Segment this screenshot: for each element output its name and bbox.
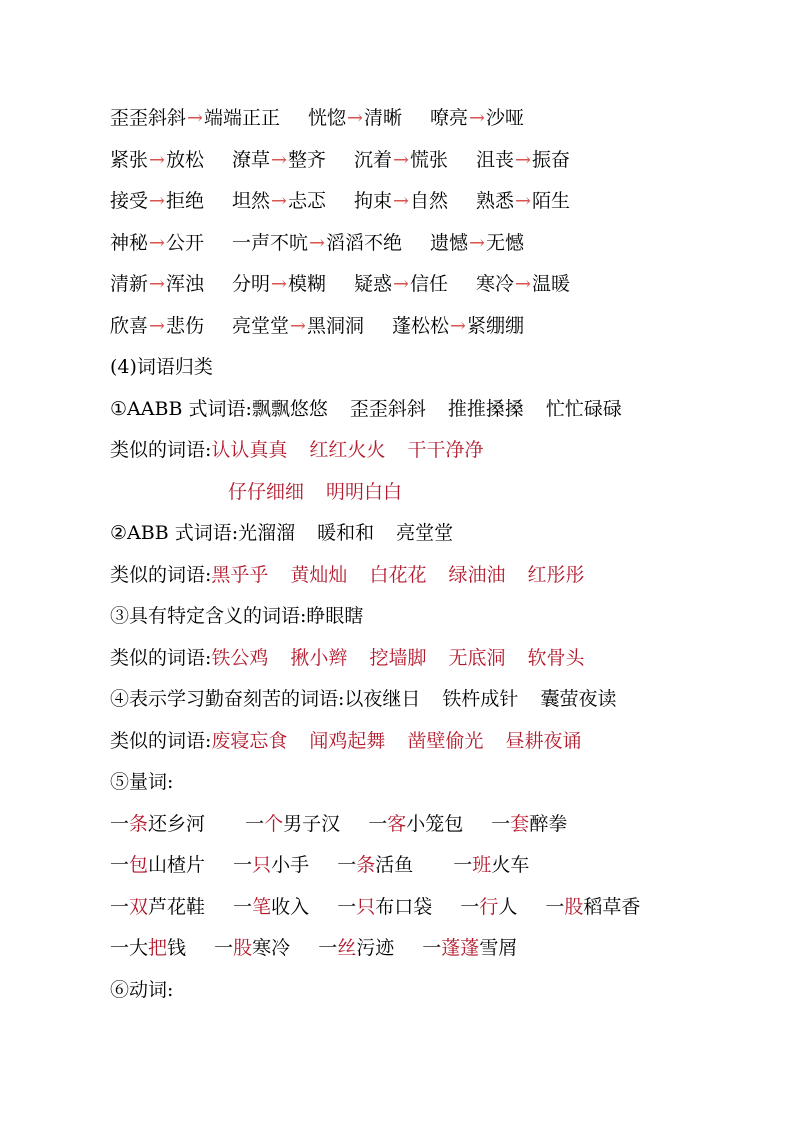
- measure-line-2: [110, 852, 774, 878]
- antonym-pair: 恍惚→清晰: [308, 107, 402, 129]
- word: 光溜溜: [238, 522, 296, 544]
- answer-word: 揪小辫: [290, 647, 348, 669]
- word: 飘飘悠悠: [251, 398, 328, 420]
- answer-word: 挖墙脚: [369, 647, 427, 669]
- antonym-pair: 紧张→放松: [110, 149, 204, 171]
- word: 铁杵成针: [442, 688, 519, 710]
- special-label: ③具有特定含义的词语:: [110, 605, 307, 627]
- answer-word: 闻鸡起舞: [309, 730, 386, 752]
- section-5-title: ⑤量词:: [110, 771, 174, 793]
- word: 睁眼瞎: [306, 605, 364, 627]
- aabb-similar-line: [110, 437, 774, 463]
- word: 忙忙碌碌: [545, 398, 622, 420]
- answer-word: 红红火火: [309, 439, 386, 461]
- antonym-pair: 潦草→整齐: [232, 149, 326, 171]
- answer-word: 黄灿灿: [290, 564, 348, 586]
- answer-word: 废寝忘食: [211, 730, 288, 752]
- abb-label: ②ABB 式词语:: [110, 522, 239, 544]
- antonym-line-6: [110, 313, 774, 339]
- measure-phrase: 一股稻草香: [545, 896, 641, 918]
- similar-prefix: 类似的词语:: [110, 730, 212, 752]
- section-4-title: (4)词语归类: [110, 356, 213, 378]
- similar-prefix: 类似的词语:: [110, 564, 212, 586]
- answer-word: 绿油油: [448, 564, 506, 586]
- antonym-pair: 欣喜→悲伤: [110, 315, 204, 337]
- measure-phrase: 一股寒冷: [214, 937, 291, 959]
- answer-word: 仔仔细细: [228, 481, 305, 503]
- measure-phrase: 一包山楂片: [110, 854, 206, 876]
- antonym-pair: 嘹亮→沙哑: [430, 107, 524, 129]
- antonym-pair: 分明→模糊: [232, 273, 326, 295]
- measure-phrase: 一行人: [460, 896, 518, 918]
- abb-words-line: [110, 520, 774, 546]
- answer-word: 黑乎乎: [211, 564, 269, 586]
- abb-similar-line: [110, 562, 774, 588]
- answer-word: 认认真真: [211, 439, 288, 461]
- antonym-pair: 接受→拒绝: [110, 190, 204, 212]
- measure-line-1: [110, 811, 774, 837]
- answer-word: 无底洞: [448, 647, 506, 669]
- antonym-pair: 歪歪斜斜→端端正正: [110, 107, 280, 129]
- measure-phrase: 一丝污迹: [318, 937, 395, 959]
- answer-word: 软骨头: [527, 647, 585, 669]
- word: 暖和和: [317, 522, 375, 544]
- antonym-pair: 神秘→公开: [110, 232, 204, 254]
- antonym-pair: 沮丧→振奋: [476, 149, 570, 171]
- answer-word: 明明白白: [326, 481, 403, 503]
- measure-phrase: 一客小笼包: [368, 813, 464, 835]
- antonym-pair: 沉着→慌张: [354, 149, 448, 171]
- similar-prefix: 类似的词语:: [110, 647, 212, 669]
- aabb-label: ①AABB 式词语:: [110, 398, 252, 420]
- antonym-pair: 疑惑→信任: [354, 273, 448, 295]
- antonym-pair: 遗憾→无憾: [430, 232, 524, 254]
- measure-phrase: 一笔收入: [233, 896, 310, 918]
- measure-phrase: 一个男子汉: [245, 813, 341, 835]
- measure-phrase: 一大把钱: [110, 937, 187, 959]
- special-similar-line: [110, 645, 774, 671]
- aabb-words-line: [110, 396, 774, 422]
- antonym-line-3: [110, 188, 774, 214]
- antonym-pair: 蓬松松→紧绷绷: [392, 315, 524, 337]
- similar-prefix: 类似的词语:: [110, 439, 212, 461]
- word: 囊萤夜读: [540, 688, 617, 710]
- antonym-pair: 清新→浑浊: [110, 273, 204, 295]
- answer-word: 凿壁偷光: [407, 730, 484, 752]
- answer-word: 干干净净: [407, 439, 484, 461]
- word: 歪歪斜斜: [349, 398, 426, 420]
- word: 以夜继日: [344, 688, 421, 710]
- measure-phrase: 一双芦花鞋: [110, 896, 206, 918]
- antonym-pair: 熟悉→陌生: [476, 190, 570, 212]
- answer-word: 铁公鸡: [211, 647, 269, 669]
- measure-line-3: [110, 894, 774, 920]
- antonym-line-4: [110, 230, 774, 256]
- measure-phrase: 一班火车: [453, 854, 530, 876]
- aabb-similar-continued: [228, 479, 774, 505]
- antonym-line-1: [110, 105, 774, 131]
- diligence-similar-line: [110, 728, 774, 754]
- word: 推推搡搡: [447, 398, 524, 420]
- antonym-pair: 寒冷→温暖: [476, 273, 570, 295]
- measure-phrase: 一套醉拳: [491, 813, 568, 835]
- antonym-pair: 亮堂堂→黑洞洞: [232, 315, 364, 337]
- antonym-line-2: [110, 147, 774, 173]
- answer-word: 昼耕夜诵: [505, 730, 582, 752]
- measure-phrase: 一只小手: [233, 854, 310, 876]
- answer-word: 红彤彤: [527, 564, 585, 586]
- measure-phrase: 一蓬蓬雪屑: [422, 937, 518, 959]
- measure-phrase: 一条活鱼: [337, 854, 414, 876]
- diligence-label: ④表示学习勤奋刻苦的词语:: [110, 688, 345, 710]
- measure-phrase: 一只布口袋: [337, 896, 433, 918]
- diligence-words-line: [110, 686, 774, 712]
- measure-phrase: 一条还乡河: [110, 813, 206, 835]
- answer-word: 白花花: [369, 564, 427, 586]
- antonym-pair: 坦然→忐忑: [232, 190, 326, 212]
- special-words-line: [110, 603, 774, 629]
- section-6-title: ⑥动词:: [110, 979, 174, 1001]
- antonym-line-5: [110, 271, 774, 297]
- word: 亮堂堂: [396, 522, 454, 544]
- measure-line-4: [110, 935, 774, 961]
- antonym-pair: 拘束→自然: [354, 190, 448, 212]
- antonym-pair: 一声不吭→滔滔不绝: [232, 232, 402, 254]
